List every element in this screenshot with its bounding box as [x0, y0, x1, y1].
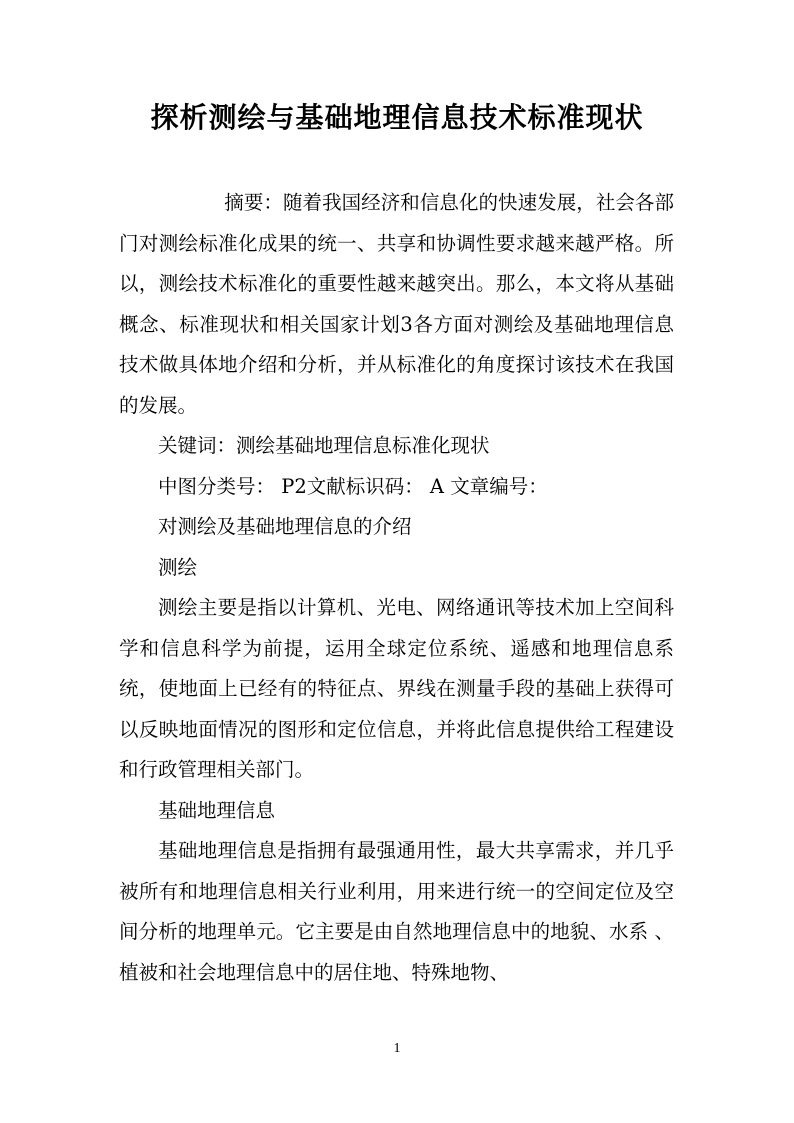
- subheading-basic-geographic-information: 基础地理信息: [158, 798, 276, 822]
- abstract-paragraph: 摘要：随着我国经济和信息化的快速发展，社会各部门对测绘标准化成果的统一、共享和协调性要求越来越严格。所以，测绘技术标准化的重要性越来越突出。那么，本文将从基础概念、标准现状和相关国家计划3各方面对测绘及基础地理信息技术做具体地介绍和分析，并从标准化的角度探讨该技术在我国的发展。: [119, 191, 674, 417]
- document-title: 探析测绘与基础地理信息技术标准现状: [150, 101, 644, 134]
- keywords-line: 关键词：测绘基础地理信息标准化现状: [158, 434, 490, 457]
- subheading-surveying: 测绘: [158, 555, 198, 579]
- section-heading-introduction: 对测绘及基础地理信息的介绍: [158, 515, 412, 538]
- page-number: 1: [393, 1041, 401, 1056]
- paragraph-basic-geographic-information: 基础地理信息是指拥有最强通用性，最大共享需求，并几乎被所有和地理信息相关行业利用，用来进行统一的空间定位及空间分析的地理单元。它主要是由自然地理信息中的地貌、水系 、植被和社会地理信息中的居住地、特殊地物、: [119, 839, 674, 984]
- classification-line: 中图分类号： P2文献标识码： A 文章编号：: [158, 474, 548, 498]
- paragraph-surveying: 测绘主要是指以计算机、光电、网络通讯等技术加上空间科学和信息科学为前提，运用全球定位系统、遥感和地理信息系统，使地面上已经有的特征点、界线在测量手段的基础上获得可以反映地面情况的图形和定位信息，并将此信息提供给工程建设和行政管理相关部门。: [119, 596, 674, 781]
- document-body: [119, 183, 674, 993]
